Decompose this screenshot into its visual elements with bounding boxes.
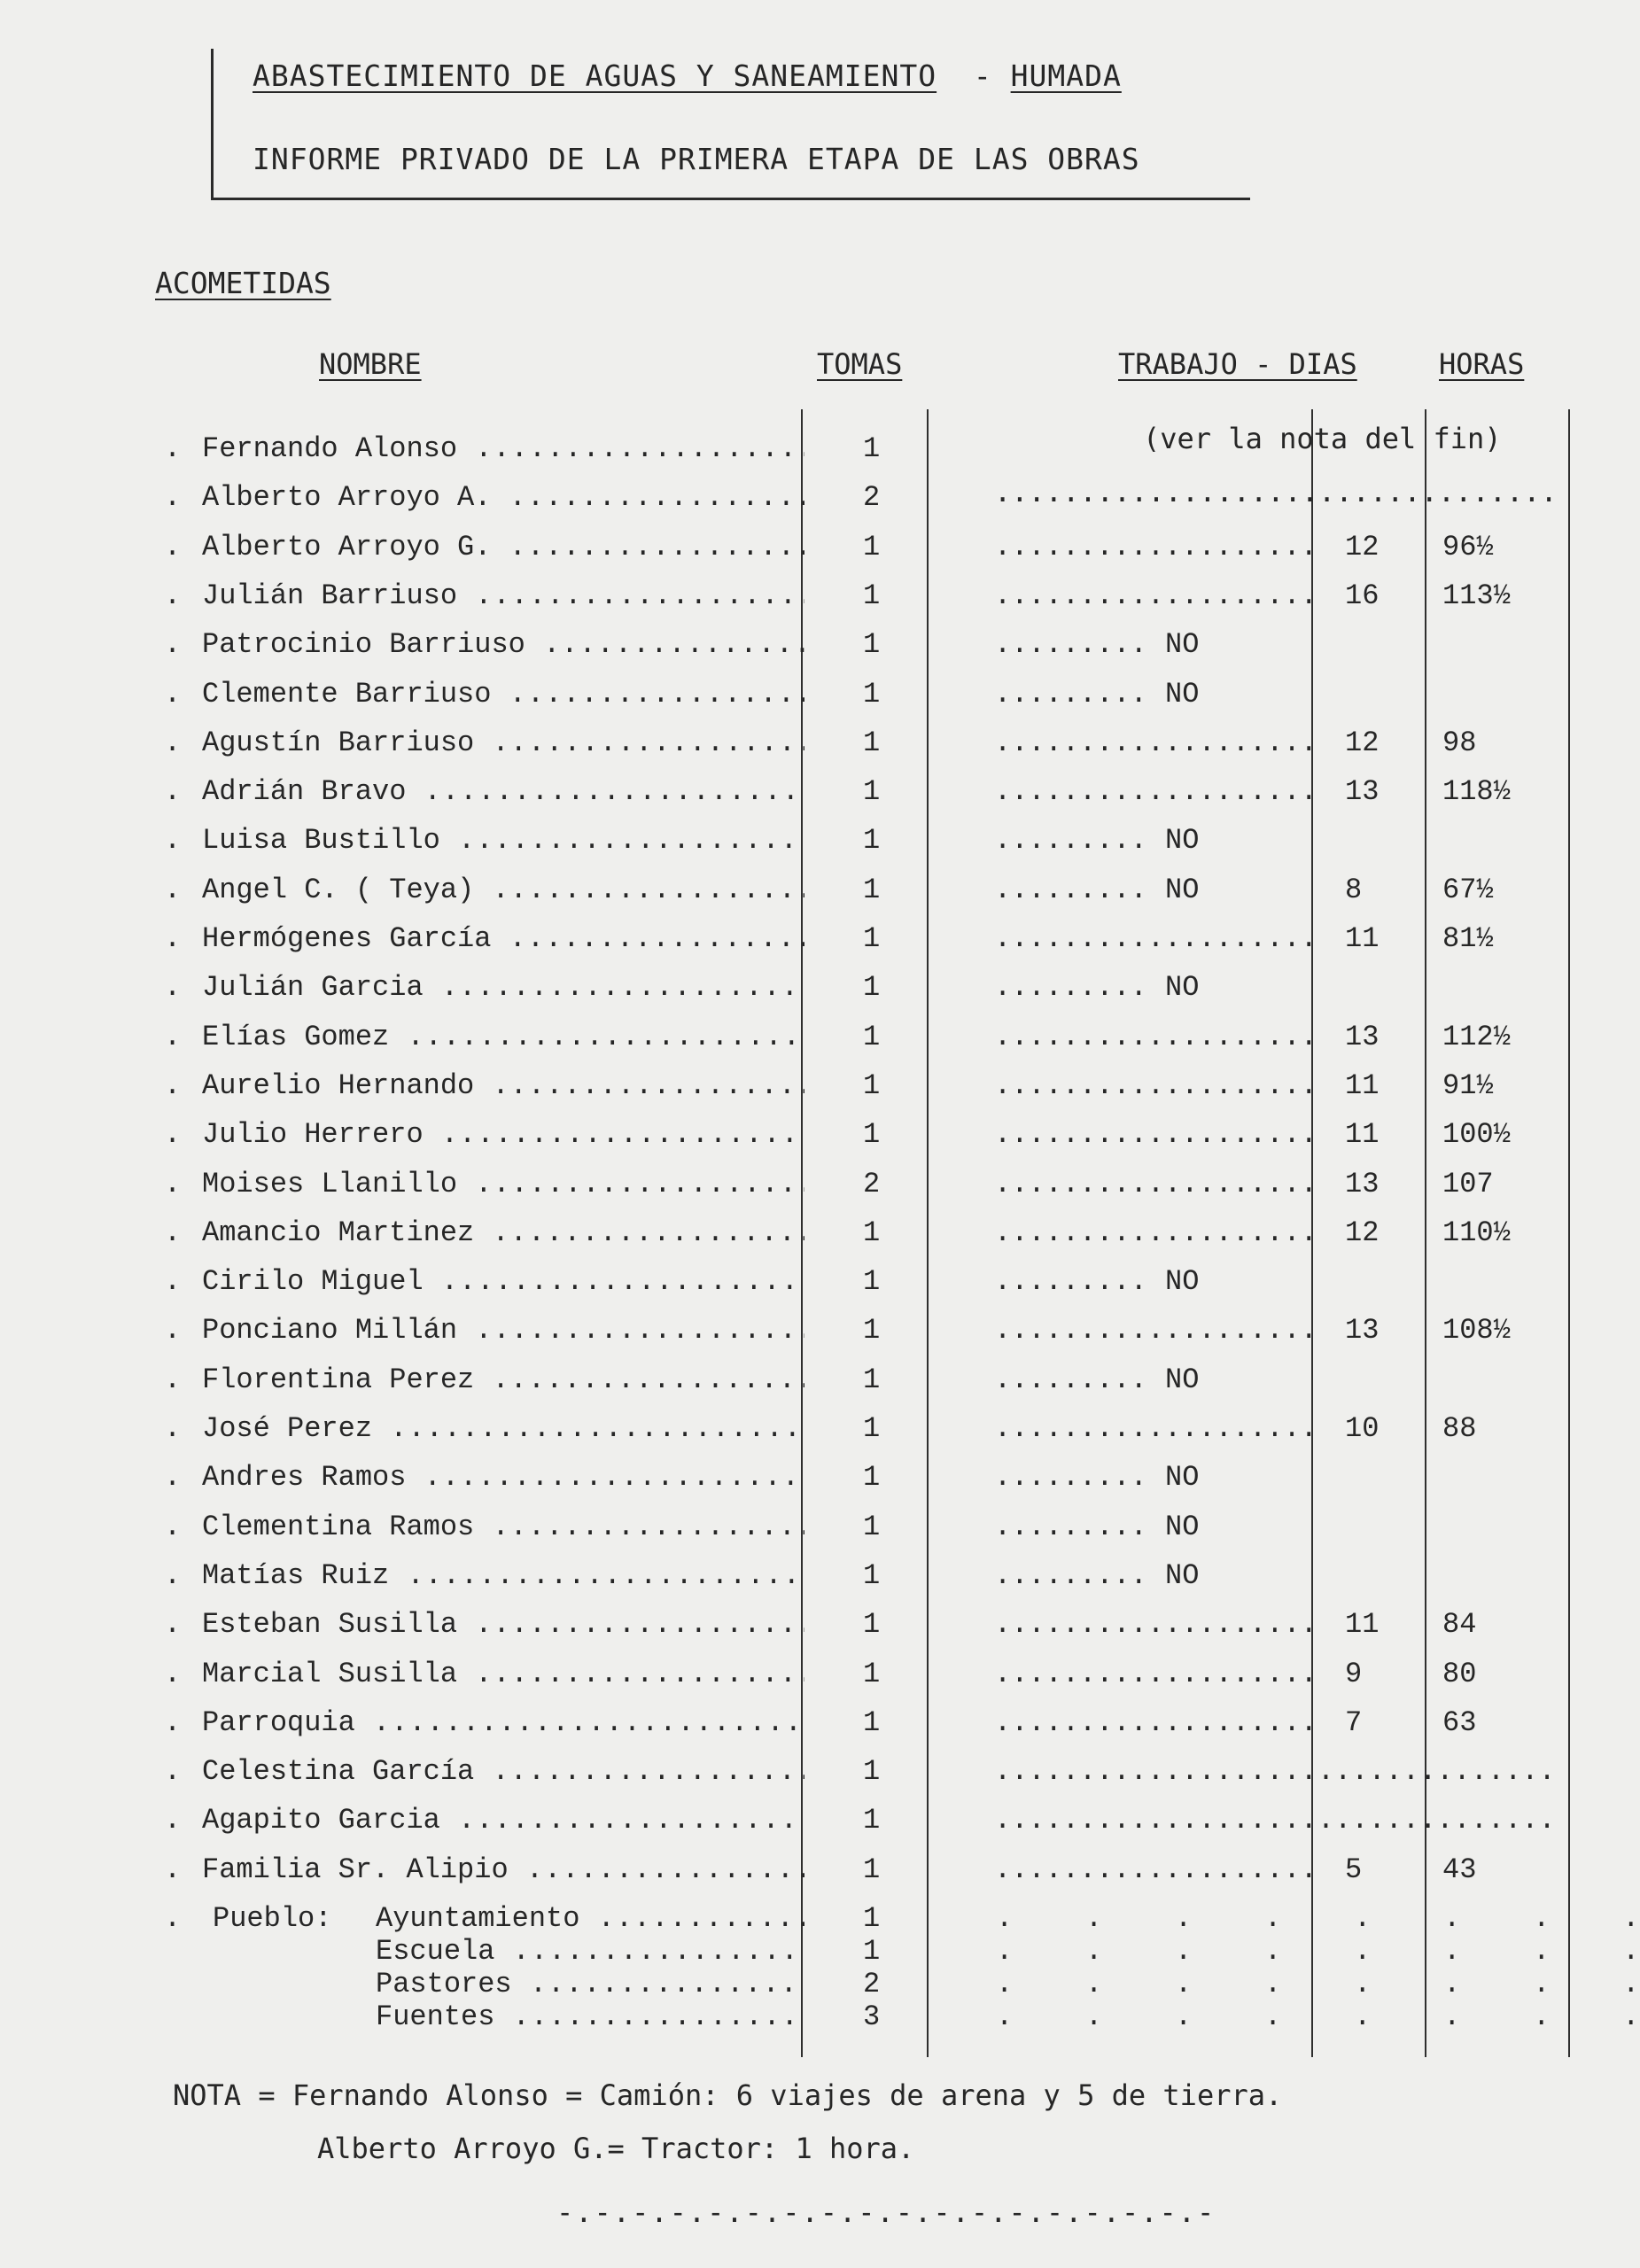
row-dias: 13 bbox=[1345, 1314, 1380, 1347]
row-trabajo-dots bbox=[994, 1658, 1313, 1690]
row-name: Hermógenes García ..... bbox=[202, 922, 804, 955]
row-name: Angel C. ( Teya) ..... bbox=[202, 874, 804, 906]
row-trabajo-dots bbox=[994, 1804, 1561, 1837]
row-name: Adrián Bravo ..... bbox=[202, 775, 804, 808]
pueblo-item-name: Ayuntamiento ..... bbox=[376, 1902, 804, 1935]
row-tomas: 1 bbox=[863, 1216, 881, 1249]
row-bullet: . bbox=[164, 628, 182, 661]
table-row bbox=[0, 1705, 1640, 1749]
row-horas: 98 bbox=[1442, 726, 1477, 759]
row-trabajo-dots bbox=[994, 922, 1313, 955]
table-row bbox=[0, 626, 1640, 671]
row-tomas: 1 bbox=[863, 1314, 881, 1347]
table-row bbox=[0, 1116, 1640, 1161]
row-trabajo-dots bbox=[994, 1511, 1154, 1543]
row-trabajo-dots bbox=[994, 1314, 1313, 1347]
pueblo-dots: . . . . . . . . bbox=[996, 2000, 1640, 2033]
table-row bbox=[0, 1019, 1640, 1063]
row-bullet: . bbox=[164, 874, 182, 906]
row-bullet: . bbox=[164, 531, 182, 563]
row-tomas: 2 bbox=[863, 481, 881, 514]
pueblo-item-tomas: 1 bbox=[863, 1935, 881, 1968]
row-bullet: . bbox=[164, 1216, 182, 1249]
row-bullet: . bbox=[164, 1755, 182, 1788]
row-bullet: . bbox=[164, 481, 182, 514]
row-dias: 13 bbox=[1345, 775, 1380, 808]
row-dias: 11 bbox=[1345, 1069, 1380, 1102]
column-header-tomas: TOMAS bbox=[817, 347, 903, 381]
row-tomas: 1 bbox=[863, 1853, 881, 1886]
row-trabajo-dots bbox=[994, 1265, 1154, 1298]
row-bullet: . bbox=[164, 1168, 182, 1200]
table-row bbox=[0, 773, 1640, 818]
row-name: Florentina Perez ..... bbox=[202, 1363, 804, 1396]
row-horas: 107 bbox=[1442, 1168, 1494, 1200]
pueblo-item-tomas: 1 bbox=[863, 1902, 881, 1935]
table-row bbox=[0, 1557, 1640, 1602]
pueblo-item-name: Pastores ..... bbox=[376, 1968, 804, 2000]
row-horas: 110½ bbox=[1442, 1216, 1511, 1249]
row-tomas: 1 bbox=[863, 1511, 881, 1543]
row-horas: 43 bbox=[1442, 1853, 1477, 1886]
row-tomas: 1 bbox=[863, 628, 881, 661]
row-bullet: . bbox=[164, 1265, 182, 1298]
row-tomas: 1 bbox=[863, 1559, 881, 1592]
row-trabajo-dots bbox=[994, 1363, 1154, 1396]
note-line-2: Alberto Arroyo G.= Tractor: 1 hora. bbox=[317, 2132, 915, 2165]
table-row bbox=[0, 1753, 1640, 1798]
row-name: Agustín Barriuso ..... bbox=[202, 726, 804, 759]
table-row bbox=[0, 1606, 1640, 1651]
row-trabajo-dots bbox=[994, 1069, 1313, 1102]
row-horas: 80 bbox=[1442, 1658, 1477, 1690]
row-bullet: . bbox=[164, 432, 182, 465]
row-tomas: 1 bbox=[863, 726, 881, 759]
table-row bbox=[0, 479, 1640, 524]
table-row bbox=[0, 1852, 1640, 1896]
row-name: Matías Ruiz ..... bbox=[202, 1559, 804, 1592]
row-tomas: 1 bbox=[863, 1658, 881, 1690]
row-name: Moises Llanillo ..... bbox=[202, 1168, 804, 1200]
table-row bbox=[0, 1459, 1640, 1503]
row-name: Elías Gomez ..... bbox=[202, 1021, 804, 1053]
row-name: Clementina Ramos ..... bbox=[202, 1511, 804, 1543]
row-trabajo: NO bbox=[1165, 1559, 1200, 1592]
table-row bbox=[0, 431, 1640, 475]
row-trabajo-dots bbox=[994, 1755, 1561, 1788]
row-tomas: 1 bbox=[863, 1412, 881, 1445]
row-tomas: 1 bbox=[863, 1755, 881, 1788]
row-bullet: . bbox=[164, 1658, 182, 1690]
row-trabajo-dots bbox=[994, 971, 1154, 1004]
row-tomas: 1 bbox=[863, 824, 881, 857]
row-name: Julio Herrero ..... bbox=[202, 1118, 804, 1151]
row-bullet: . bbox=[164, 678, 182, 711]
row-dias: 11 bbox=[1345, 922, 1380, 955]
row-dias: 5 bbox=[1345, 1853, 1363, 1886]
row-name: Celestina García ..... bbox=[202, 1755, 804, 1788]
column-header-horas: HORAS bbox=[1439, 347, 1525, 381]
row-bullet: . bbox=[164, 1706, 182, 1739]
title-separator: - bbox=[973, 58, 992, 93]
row-trabajo-dots bbox=[994, 1168, 1313, 1200]
row-name: Alberto Arroyo A. ..... bbox=[202, 481, 804, 514]
row-trabajo: NO bbox=[1165, 824, 1200, 857]
row-bullet: . bbox=[164, 971, 182, 1004]
row-name: Agapito Garcia ..... bbox=[202, 1804, 804, 1837]
table-row bbox=[0, 1166, 1640, 1210]
row-horas: 67½ bbox=[1442, 874, 1494, 906]
row-bullet: . bbox=[164, 1511, 182, 1543]
table-row bbox=[0, 676, 1640, 720]
pueblo-label: Pueblo: bbox=[213, 1902, 332, 1935]
row-name: Ponciano Millán ..... bbox=[202, 1314, 804, 1347]
row-horas: 118½ bbox=[1442, 775, 1511, 808]
row-horas: 88 bbox=[1442, 1412, 1477, 1445]
table-row bbox=[0, 920, 1640, 965]
row-trabajo-dots bbox=[994, 1559, 1154, 1592]
table-row bbox=[0, 1802, 1640, 1846]
row-name: Julián Garcia ..... bbox=[202, 971, 804, 1004]
row-tomas: 1 bbox=[863, 1608, 881, 1641]
row-trabajo: NO bbox=[1165, 678, 1200, 711]
row-tomas: 1 bbox=[863, 971, 881, 1004]
row-trabajo-dots bbox=[994, 1021, 1313, 1053]
title-place: HUMADA bbox=[1010, 58, 1122, 93]
pueblo-item-tomas: 3 bbox=[863, 2000, 881, 2033]
row-name: Esteban Susilla ..... bbox=[202, 1608, 804, 1641]
pueblo-item bbox=[0, 1999, 1640, 2043]
table-row bbox=[0, 725, 1640, 769]
row-bullet: . bbox=[164, 1021, 182, 1053]
note-line-1: NOTA = Fernando Alonso = Camión: 6 viajes de arena y 5 de tierra. bbox=[173, 2078, 1283, 2112]
row-name: Familia Sr. Alipio ..... bbox=[202, 1853, 804, 1886]
table-row bbox=[0, 822, 1640, 866]
row-horas: 112½ bbox=[1442, 1021, 1511, 1053]
row-bullet: . bbox=[164, 922, 182, 955]
section-title: ACOMETIDAS bbox=[155, 266, 331, 300]
document-title bbox=[253, 58, 1122, 93]
row-tomas: 1 bbox=[863, 1069, 881, 1102]
row-dias: 11 bbox=[1345, 1118, 1380, 1151]
row-bullet: . bbox=[164, 1902, 182, 1935]
row-tomas: 1 bbox=[863, 1706, 881, 1739]
see-note-text: (ver la nota del fin) bbox=[1143, 422, 1502, 455]
row-bullet: . bbox=[164, 726, 182, 759]
table-row bbox=[0, 969, 1640, 1014]
row-name: Andres Ramos ..... bbox=[202, 1461, 804, 1494]
row-bullet: . bbox=[164, 579, 182, 612]
row-horas: 96½ bbox=[1442, 531, 1494, 563]
row-trabajo: NO bbox=[1165, 971, 1200, 1004]
row-bullet: . bbox=[164, 1412, 182, 1445]
row-name: Amancio Martinez ..... bbox=[202, 1216, 804, 1249]
row-trabajo-dots bbox=[994, 1216, 1313, 1249]
row-horas: 108½ bbox=[1442, 1314, 1511, 1347]
row-trabajo-dots bbox=[994, 775, 1313, 808]
row-tomas: 1 bbox=[863, 874, 881, 906]
row-trabajo-dots bbox=[994, 726, 1313, 759]
row-trabajo: NO bbox=[1165, 628, 1200, 661]
row-trabajo: NO bbox=[1165, 874, 1200, 906]
column-header-trabajo: TRABAJO - DIAS bbox=[1118, 347, 1357, 381]
row-trabajo-dots bbox=[994, 1853, 1313, 1886]
row-trabajo-dots bbox=[994, 1461, 1154, 1494]
title-text: ABASTECIMIENTO DE AGUAS Y SANEAMIENTO bbox=[253, 58, 937, 93]
pueblo-item-name: Escuela ..... bbox=[376, 1935, 804, 1968]
row-dias: 16 bbox=[1345, 579, 1380, 612]
table-row bbox=[0, 1215, 1640, 1259]
table-row bbox=[0, 1362, 1640, 1406]
row-dias: 12 bbox=[1345, 726, 1380, 759]
table-row bbox=[0, 1263, 1640, 1308]
table-row bbox=[0, 1509, 1640, 1553]
row-tomas: 1 bbox=[863, 1265, 881, 1298]
row-trabajo-dots bbox=[994, 824, 1154, 857]
pueblo-dots: . . . . . . . . bbox=[996, 1902, 1640, 1935]
row-tomas: 1 bbox=[863, 775, 881, 808]
row-bullet: . bbox=[164, 1804, 182, 1837]
row-name: Patrocinio Barriuso ..... bbox=[202, 628, 804, 661]
row-trabajo-dots bbox=[994, 1608, 1313, 1641]
row-dias: 13 bbox=[1345, 1168, 1380, 1200]
row-dias: 7 bbox=[1345, 1706, 1363, 1739]
row-dias: 10 bbox=[1345, 1412, 1380, 1445]
row-name: Fernando Alonso ..... bbox=[202, 432, 804, 465]
row-trabajo-dots bbox=[994, 1118, 1313, 1151]
row-trabajo-dots bbox=[994, 874, 1154, 906]
row-horas: 91½ bbox=[1442, 1069, 1494, 1102]
row-name: Alberto Arroyo G. ..... bbox=[202, 531, 804, 563]
table-row bbox=[0, 529, 1640, 573]
row-dias: 8 bbox=[1345, 874, 1363, 906]
table-row bbox=[0, 1656, 1640, 1700]
row-tomas: 2 bbox=[863, 1168, 881, 1200]
row-bullet: . bbox=[164, 824, 182, 857]
row-name: Parroquia ..... bbox=[202, 1706, 804, 1739]
document-subtitle: INFORME PRIVADO DE LA PRIMERA ETAPA DE LAS OBRAS bbox=[253, 142, 1140, 176]
row-trabajo-dots bbox=[994, 579, 1313, 612]
row-tomas: 1 bbox=[863, 1461, 881, 1494]
table-row bbox=[0, 1410, 1640, 1455]
row-tomas: 1 bbox=[863, 1021, 881, 1053]
row-dias: 13 bbox=[1345, 1021, 1380, 1053]
row-bullet: . bbox=[164, 1363, 182, 1396]
pueblo-dots: . . . . . . . . bbox=[996, 1935, 1640, 1968]
pueblo-dots: . . . . . . . . bbox=[996, 1968, 1640, 2000]
row-name: Clemente Barriuso ..... bbox=[202, 678, 804, 711]
row-name: Julián Barriuso ..... bbox=[202, 579, 804, 612]
row-dias: 12 bbox=[1345, 531, 1380, 563]
row-bullet: . bbox=[164, 1853, 182, 1886]
row-tomas: 1 bbox=[863, 1363, 881, 1396]
footer-rule: -.-.-.-.-.-.-.-.-.-.-.-.-.-.-.-.-.- bbox=[556, 2195, 1216, 2229]
row-bullet: . bbox=[164, 775, 182, 808]
row-bullet: . bbox=[164, 1314, 182, 1347]
row-dias: 11 bbox=[1345, 1608, 1380, 1641]
row-horas: 63 bbox=[1442, 1706, 1477, 1739]
row-trabajo-dots bbox=[994, 1412, 1313, 1445]
pueblo-item-tomas: 2 bbox=[863, 1968, 881, 2000]
row-dias: 9 bbox=[1345, 1658, 1363, 1690]
table-row bbox=[0, 1312, 1640, 1356]
row-name: Marcial Susilla ..... bbox=[202, 1658, 804, 1690]
row-trabajo-dots bbox=[994, 628, 1154, 661]
row-bullet: . bbox=[164, 1069, 182, 1102]
row-name: Cirilo Miguel ..... bbox=[202, 1265, 804, 1298]
row-trabajo-dots bbox=[994, 531, 1313, 563]
row-horas: 84 bbox=[1442, 1608, 1477, 1641]
row-horas: 113½ bbox=[1442, 579, 1511, 612]
table-row bbox=[0, 578, 1640, 622]
table-row bbox=[0, 1068, 1640, 1112]
row-bullet: . bbox=[164, 1608, 182, 1641]
row-tomas: 1 bbox=[863, 579, 881, 612]
row-name: José Perez ..... bbox=[202, 1412, 804, 1445]
row-trabajo: NO bbox=[1165, 1265, 1200, 1298]
row-trabajo: NO bbox=[1165, 1511, 1200, 1543]
table-row bbox=[0, 872, 1640, 916]
row-name: Luisa Bustillo ..... bbox=[202, 824, 804, 857]
row-horas: 100½ bbox=[1442, 1118, 1511, 1151]
row-bullet: . bbox=[164, 1118, 182, 1151]
row-bullet: . bbox=[164, 1559, 182, 1592]
row-dias: 12 bbox=[1345, 1216, 1380, 1249]
pueblo-item-name: Fuentes ..... bbox=[376, 2000, 804, 2033]
row-bullet: . bbox=[164, 1461, 182, 1494]
row-trabajo: NO bbox=[1165, 1363, 1200, 1396]
row-trabajo-dots bbox=[994, 678, 1154, 711]
column-header-nombre: NOMBRE bbox=[319, 347, 422, 381]
row-tomas: 1 bbox=[863, 432, 881, 465]
row-tomas: 1 bbox=[863, 531, 881, 563]
row-tomas: 1 bbox=[863, 1804, 881, 1837]
row-trabajo: NO bbox=[1165, 1461, 1200, 1494]
row-tomas: 1 bbox=[863, 1118, 881, 1151]
row-tomas: 1 bbox=[863, 678, 881, 711]
row-horas: 81½ bbox=[1442, 922, 1494, 955]
row-name: Aurelio Hernando ..... bbox=[202, 1069, 804, 1102]
row-trabajo-dots bbox=[994, 1706, 1313, 1739]
row-tomas: 1 bbox=[863, 922, 881, 955]
